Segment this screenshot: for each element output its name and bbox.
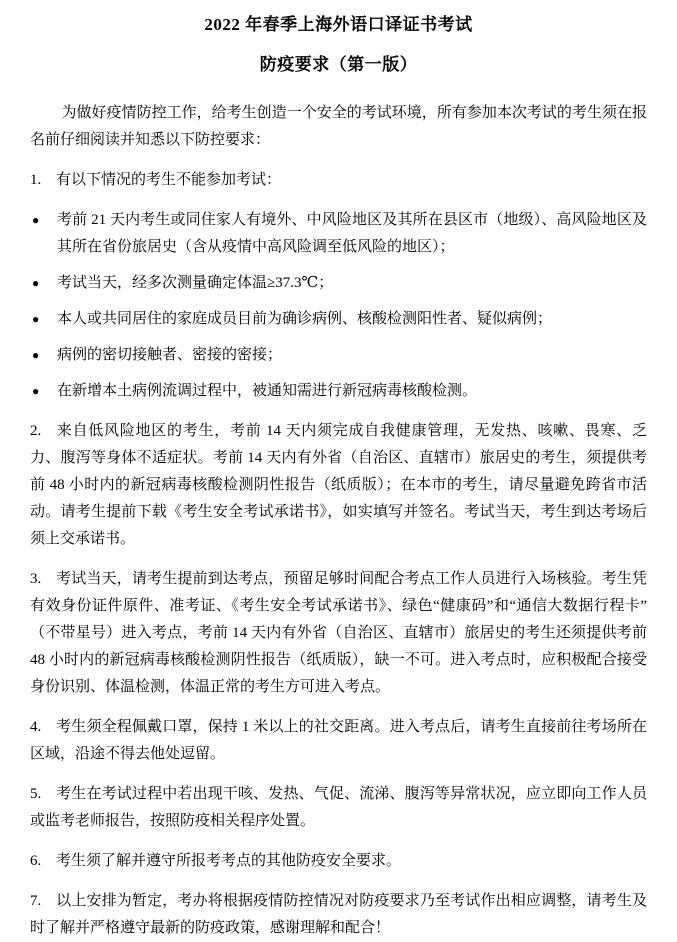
bullet-text: 在新增本土病例流调过程中，被通知需进行新冠病毒核酸检测。 bbox=[57, 383, 478, 399]
bullet-icon: ● bbox=[32, 213, 40, 227]
numbered-item-2 bbox=[30, 418, 647, 553]
bullet-icon: ● bbox=[32, 348, 40, 362]
numbered-item-4 bbox=[30, 714, 647, 768]
item-number: 3. bbox=[30, 571, 42, 587]
item-number: 6. bbox=[30, 853, 42, 869]
document-title: 2022 年春季上海外语口译证书考试 bbox=[204, 15, 473, 34]
bullet-item bbox=[30, 342, 647, 369]
numbered-item-7 bbox=[30, 888, 647, 942]
bullet-item bbox=[30, 207, 647, 261]
document-subtitle: 防疫要求（第一版） bbox=[259, 55, 418, 74]
item-number: 5. bbox=[30, 786, 42, 802]
item-text: 考生在考试过程中若出现干咳、发热、气促、流涕、腹泻等异常状况，应立即向工作人员或监考老师报告，按照防疫相关程序处置。 bbox=[30, 786, 647, 829]
numbered-item-3 bbox=[30, 566, 647, 701]
item-number: 7. bbox=[30, 893, 42, 909]
item-number: 1. bbox=[30, 172, 42, 188]
bullet-icon: ● bbox=[32, 276, 40, 290]
numbered-item-1 bbox=[30, 167, 647, 194]
bullet-text: 考试当天，经多次测量确定体温≥37.3℃； bbox=[57, 275, 334, 291]
bullet-icon: ● bbox=[32, 384, 40, 398]
item-text: 考试当天，请考生提前到达考点，预留足够时间配合考点工作人员进行入场核验。考生凭有效身份证件原件、准考证、《考生安全考试承诺书》、绿色“健康码”和“通信大数据行程卡”（不带星号）进入考点，考前 14 天内有外省（自治区、直辖市）旅居史的考生还须提供考前 48 小时内的新冠病毒核酸检测阴性报告（纸质版），缺一不可。进入考点时，应积极配合接受身份识别、体温检测，体温正常的考生方可进入考点。 bbox=[30, 571, 647, 695]
bullet-text: 病例的密切接触者、密接的密接； bbox=[57, 347, 283, 363]
item-text: 考生须全程佩戴口罩，保持 1 米以上的社交距离。进入考点后，请考生直接前往考场所在区域，沿途不得去他处逗留。 bbox=[30, 719, 647, 762]
item-1-bullet-list bbox=[30, 207, 647, 405]
item-number: 2. bbox=[30, 423, 42, 439]
bullet-text: 本人或共同居住的家庭成员目前为确诊病例、核酸检测阳性者、疑似病例； bbox=[57, 311, 553, 327]
item-text: 考生须了解并遵守所报考考点的其他防疫安全要求。 bbox=[56, 853, 402, 869]
bullet-text: 考前 21 天内考生或同住家人有境外、中风险地区及其所在县区市（地级）、高风险地区及其所在省份旅居史（含从疫情中高风险调至低风险的地区）； bbox=[57, 212, 647, 255]
numbered-item-6 bbox=[30, 848, 647, 875]
bullet-item bbox=[30, 306, 647, 333]
bullet-icon: ● bbox=[32, 312, 40, 326]
bullet-item bbox=[30, 378, 647, 405]
item-text: 有以下情况的考生不能参加考试： bbox=[56, 172, 282, 188]
item-text: 以上安排为暂定，考办将根据疫情防控情况对防疫要求乃至考试作出相应调整，请考生及时了解并严格遵守最新的防疫政策，感谢理解和配合！ bbox=[30, 893, 647, 936]
numbered-item-5 bbox=[30, 781, 647, 835]
item-text: 来自低风险地区的考生，考前 14 天内须完成自我健康管理，无发热、咳嗽、畏寒、乏力、腹泻等身体不适症状。考前 14 天内有外省（自治区、直辖市）旅居史的考生，须提供考前 48 小时内的新冠病毒核酸检测阴性报告（纸质版）；在本市的考生，请尽量避免跨省市活动。请考生提前下载《考生安全考试承诺书》，如实填写并签名。考试当天，考生到达考场后须上交承诺书。 bbox=[30, 423, 647, 547]
item-number: 4. bbox=[30, 719, 42, 735]
bullet-item bbox=[30, 270, 647, 297]
intro-paragraph: 为做好疫情防控工作，给考生创造一个安全的考试环境，所有参加本次考试的考生须在报名前仔细阅读并知悉以下防控要求： bbox=[30, 105, 647, 148]
